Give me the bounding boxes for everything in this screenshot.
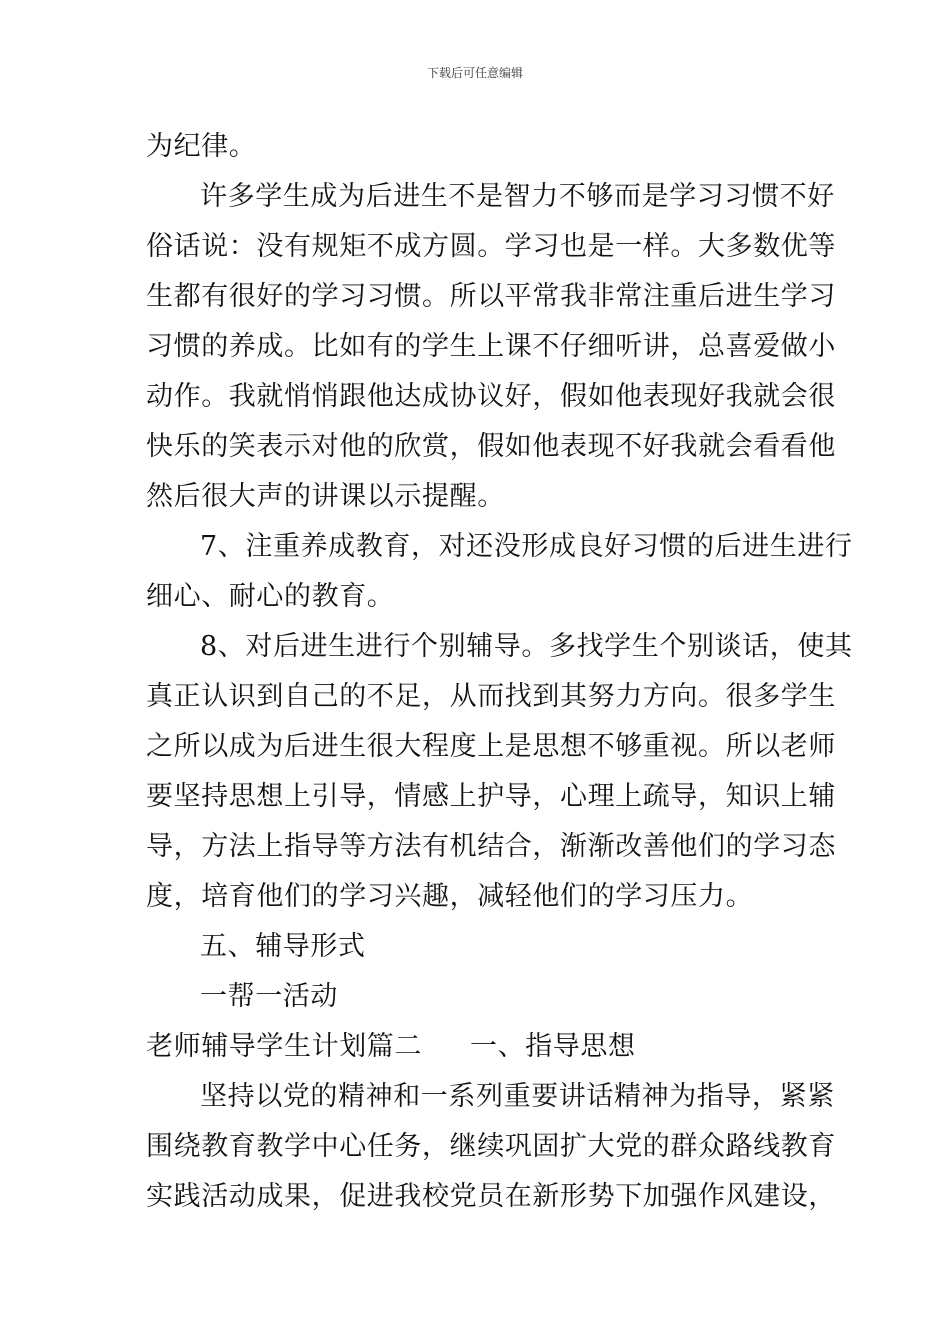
text-line: 生都有很好的学习习惯。所以平常我非常注重后进生学习 (146, 281, 836, 312)
article-title-line (146, 1031, 636, 1063)
text-line: 俗话说：没有规矩不成方圆。学习也是一样。大多数优等 (146, 231, 836, 262)
text-line: 许多学生成为后进生不是智力不够而是学习习惯不好 (200, 181, 835, 212)
article-title: 老师辅导学生计划篇二 (146, 1031, 422, 1062)
page-header: 下载后可任意编辑 (426, 66, 523, 80)
text-line: 之所以成为后进生很大程度上是思想不够重视。所以老师 (146, 731, 836, 762)
text-line: 动作。我就悄悄跟他达成协议好，假如他表现好我就会很 (146, 381, 836, 412)
text-line: 习惯的养成。比如有的学生上课不仔细听讲，总喜爱做小 (146, 331, 836, 362)
section-heading: 一、指导思想 (470, 1031, 636, 1062)
text-line: 真正认识到自己的不足，从而找到其努力方向。很多学生 (146, 681, 836, 712)
text-line: 一帮一活动 (200, 981, 338, 1012)
text-line: 7、注重养成教育，对还没形成良好习惯的后进生进行 (200, 531, 853, 562)
text-line: 为纪律。 (146, 131, 257, 162)
text-line: 坚持以党的精神和一系列重要讲话精神为指导，紧紧 (200, 1081, 835, 1112)
text-line: 导，方法上指导等方法有机结合，渐渐改善他们的学习态 (146, 831, 836, 862)
text-line: 细心、耐心的教育。 (146, 581, 395, 612)
text-line: 快乐的笑表示对他的欣赏，假如他表现不好我就会看看他 (146, 431, 836, 462)
section-heading: 五、辅导形式 (200, 931, 366, 962)
text-line: 要坚持思想上引导，情感上护导，心理上疏导，知识上辅 (146, 781, 836, 812)
text-line: 然后很大声的讲课以示提醒。 (146, 481, 505, 512)
text-line: 度，培育他们的学习兴趣，减轻他们的学习压力。 (146, 881, 754, 912)
text-line: 8、对后进生进行个别辅导。多找学生个别谈话，使其 (200, 631, 853, 662)
text-line: 实践活动成果，促进我校党员在新形势下加强作风建设， (146, 1181, 836, 1212)
text-line: 围绕教育教学中心任务，继续巩固扩大党的群众路线教育 (146, 1131, 836, 1162)
